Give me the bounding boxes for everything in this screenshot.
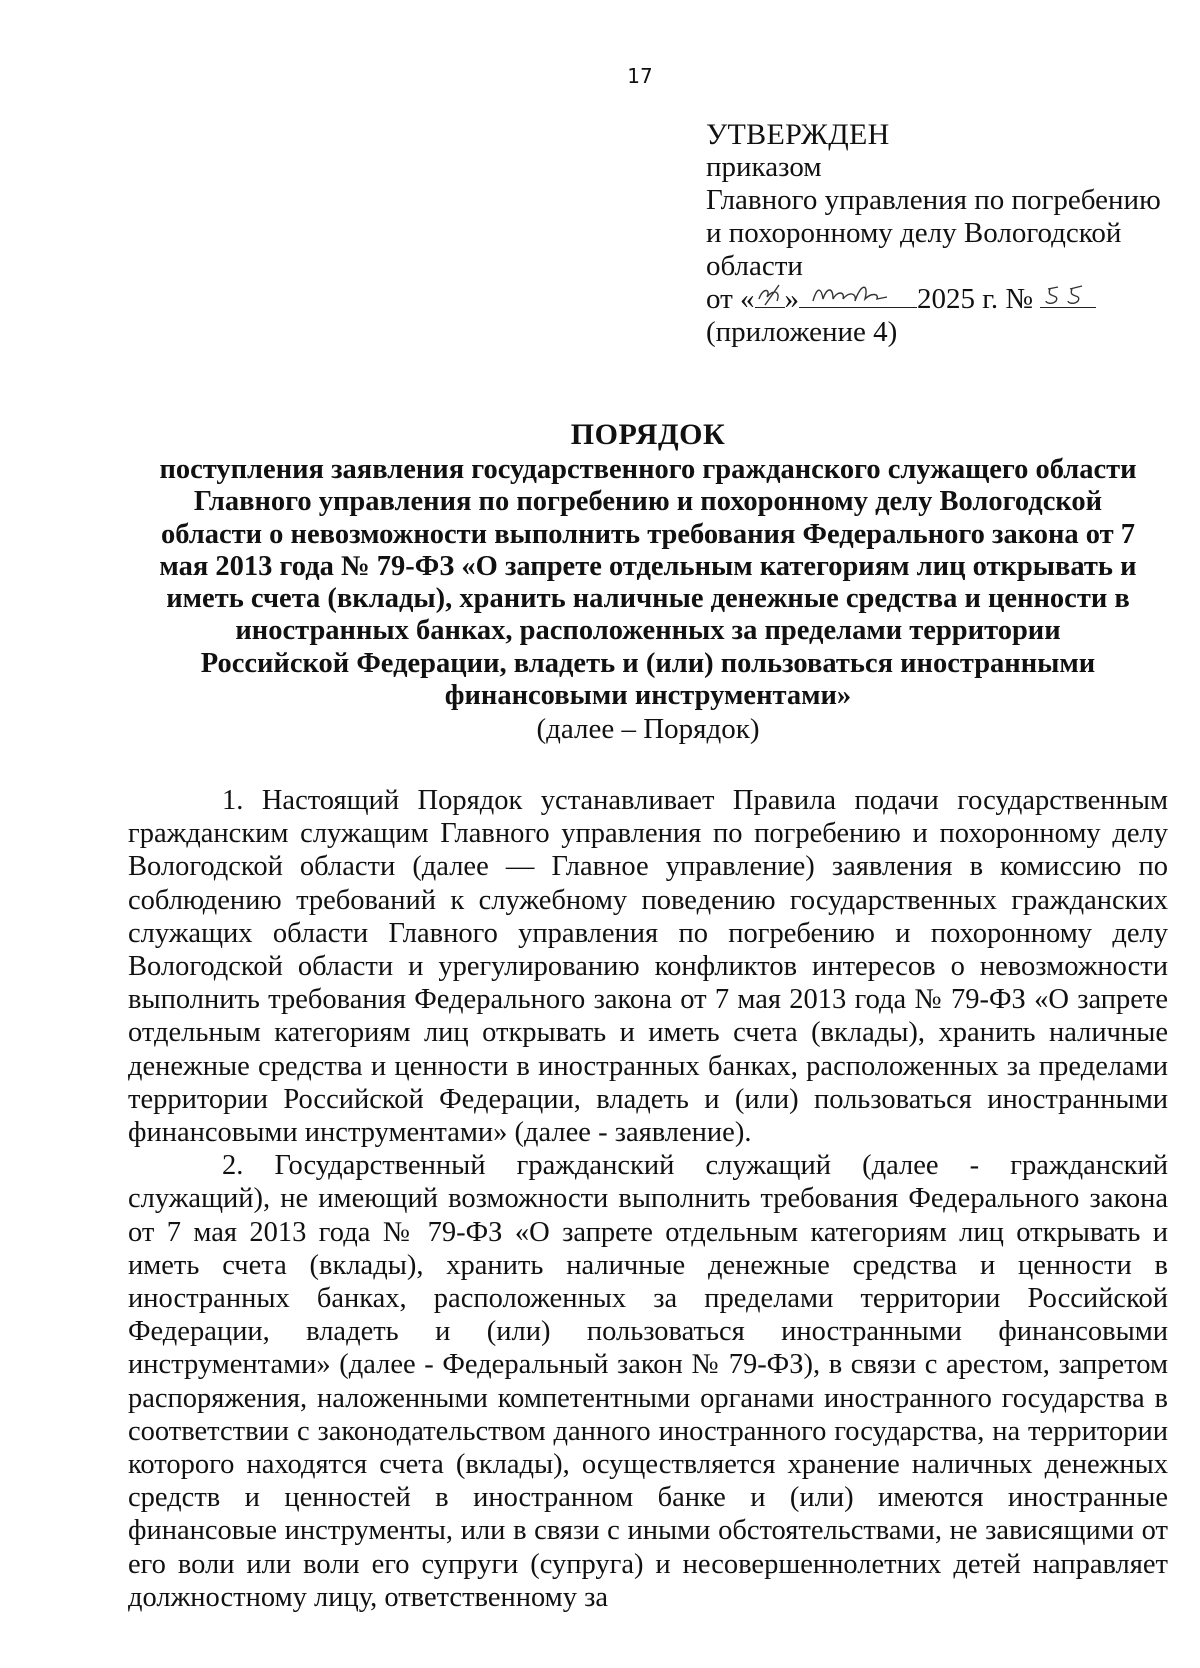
handwritten-month (799, 283, 917, 308)
date-mid: » (784, 283, 800, 315)
title-line: Главного управления по погребению и похоронному делу Вологодской (193, 486, 1103, 518)
page-number: 17 (627, 64, 653, 88)
date-year: 2025 г. № (917, 283, 1034, 315)
approval-date-line (706, 283, 1176, 316)
title-line: области о невозможности выполнить требования Федерального закона от 7 (160, 518, 1136, 550)
paragraph-2: 2. Государственный гражданский служащий (далее - гражданский служащий), не имеющий возможности выполнить требования Федерального закона от 7 мая 2013 года № 79-ФЗ «О запрете отдельным категориям лиц открывать и иметь счета (вклады), хранить наличные денежные средства и ценности в иностранных банках, расположенных за пределами территории Российской Федерации, владеть и (или) пользоваться иностранными финансовыми инструментами» (далее - Федеральный закон № 79-ФЗ), в связи с арестом, запретом распоряжения, наложенными компетентными органами иностранного государства в соответствии с законодательством данного иностранного государства, на территории которого находятся счета (вклады), осуществляется хранение наличных денежных средств и ценностей в иностранном банке и (или) имеются иностранные финансовые инструменты, или в связи с иными обстоятельствами, не зависящими от его воли или воли его супруги (супруга) и несовершеннолетних детей направляет должностному лицу, ответственному за (128, 1150, 1168, 1613)
handwritten-day (755, 283, 785, 308)
approval-title: УТВЕРЖДЕН (706, 118, 890, 151)
approval-attachment: (приложение 4) (706, 316, 898, 348)
document-title-description (128, 454, 1168, 712)
approval-line-1: приказом (706, 151, 822, 183)
approval-line-3: и похоронному делу Вологодской (706, 217, 1122, 249)
document-title: ПОРЯДОК (570, 418, 726, 451)
date-prefix: от « (706, 283, 755, 315)
title-line: иностранных банках, расположенных за пределами территории (235, 615, 1061, 647)
document-title-block (128, 417, 1168, 746)
approval-line-2: Главного управления по погребению (706, 184, 1161, 216)
title-line: Российской Федерации, владеть и (или) пользоваться иностранными (200, 647, 1096, 679)
title-line: финансовыми инструментами» (444, 680, 852, 712)
title-line: поступления заявления государственного гражданского служащего области (159, 454, 1137, 485)
title-line: иметь счета (вклады), хранить наличные денежные средства и ценности в (166, 583, 1130, 615)
approval-line-4: области (706, 250, 803, 282)
paragraph-1: 1. Настоящий Порядок устанавливает Правила подачи государственным гражданским служащим Главного управления по погребению и похоронному делу Вологодской области (далее — Главное управление) заявления в комиссию по соблюдению требований к служебному поведению государственных гражданских служащих области Главного управления по погребению и похоронному делу Вологодской области и урегулированию конфликтов интересов о невозможности выполнить требования Федерального закона от 7 мая 2013 года № 79-ФЗ «О запрете отдельным категориям лиц открывать и иметь счета (вклады), хранить наличные денежные средства и ценности в иностранных банках, расположенных за пределами территории Российской Федерации, владеть и (или) пользоваться иностранными финансовыми инструментами» (далее - заявление). (128, 785, 1168, 1149)
approval-stamp (706, 118, 1176, 349)
handwritten-number (1040, 283, 1096, 308)
title-line: мая 2013 года № 79-ФЗ «О запрете отдельным категориям лиц открывать и (159, 550, 1137, 582)
document-body (128, 784, 1168, 1614)
document-short-name: (далее – Порядок) (536, 713, 760, 746)
